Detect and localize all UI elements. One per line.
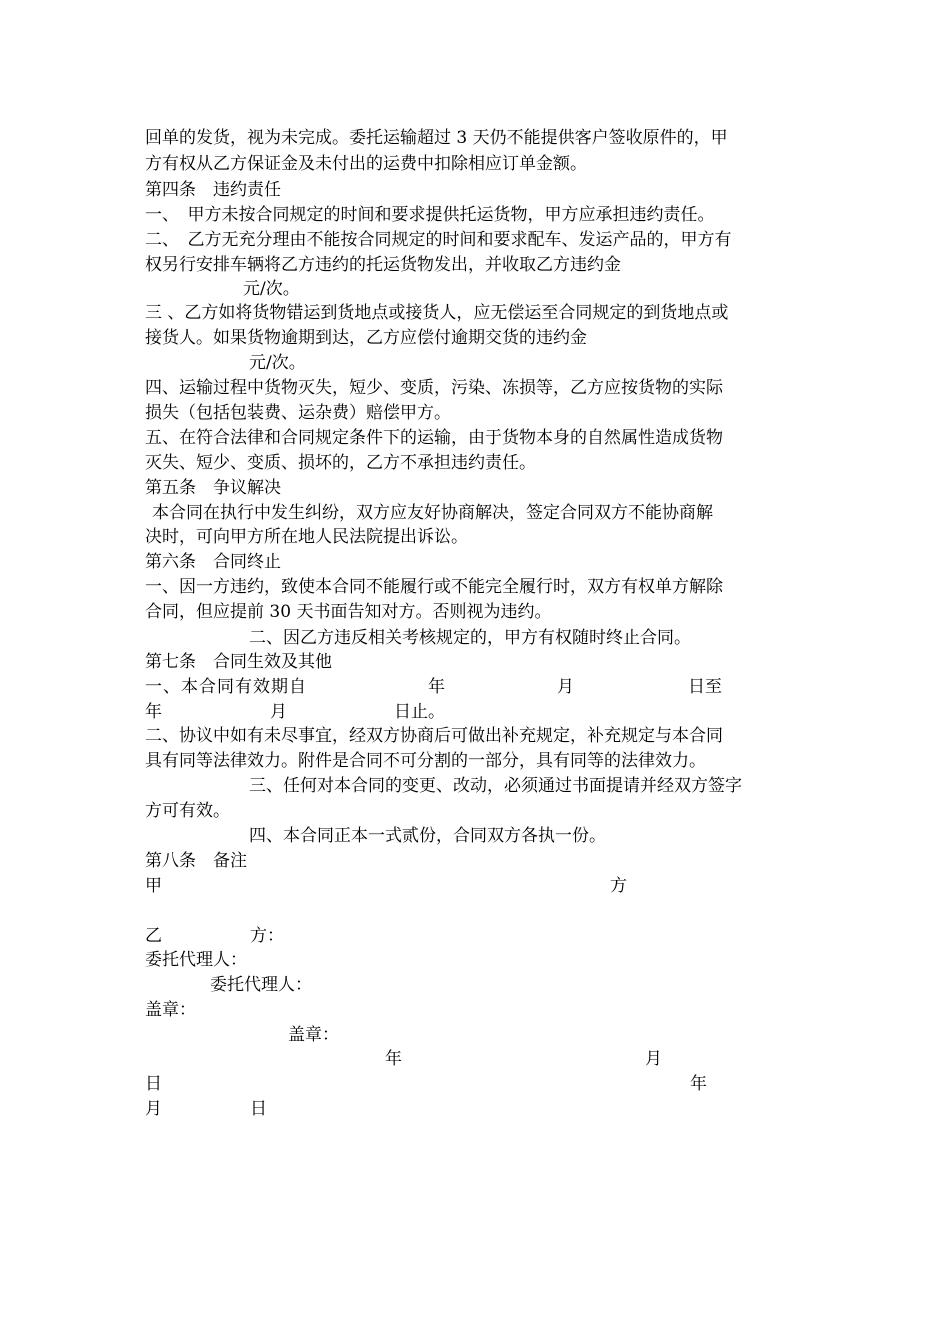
clause-line: 二、 乙方无充分理由不能按合同规定的时间和要求配车、发运产品的，甲方有 [145,230,732,250]
section-heading-6: 第六条 合同终止 [145,552,281,572]
date-month: 月 [270,702,287,722]
sign-date-month: 月 [645,1049,662,1069]
section-heading-4: 第四条 违约责任 [145,180,281,200]
date-year: 年 [145,702,162,722]
sign-date-year: 年 [385,1049,402,1069]
clause-line: 损失（包括包装费、运杂费）赔偿甲方。 [145,403,451,423]
clause-line: 一、因一方违约，致使本合同不能履行或不能完全履行时，双方有权单方解除 [145,577,723,597]
section-heading-5: 第五条 争议解决 [145,478,281,498]
party-a-label: 甲 [145,876,162,896]
sign-date-day: 日 [145,1074,162,1094]
sign-date-month: 月 [145,1099,162,1119]
date-month: 月 [557,677,574,697]
penalty-unit: 元/次。 [243,279,300,299]
clause-line: 决时，可向甲方所在地人民法院提出诉讼。 [145,527,468,547]
seal-label: 盖章： [145,1000,196,1020]
seal-label: 盖章： [288,1025,339,1045]
clause-line: 本合同在执行中发生纠纷，双方应友好协商解决，签定合同双方不能协商解 [152,503,713,523]
agent-label: 委托代理人： [210,975,312,995]
clause-line: 四、运输过程中货物灭失，短少、变质，污染、冻损等，乙方应按货物的实际 [145,378,723,398]
party-a-label-suffix: 方 [610,876,627,896]
clause-line: 回单的发货，视为未完成。委托运输超过 3 天仍不能提供客户签收原件的，甲 [145,128,728,148]
sign-date-year: 年 [690,1074,707,1094]
clause-line: 一、 甲方未按合同规定的时间和要求提供托运货物，甲方应承担违约责任。 [145,205,715,225]
penalty-unit: 元/次。 [249,353,306,373]
agent-label: 委托代理人： [145,950,247,970]
sign-date-day: 日 [250,1099,267,1119]
clause-line: 三 、乙方如将货物错运到货地点或接货人，应无偿运至合同规定的到货地点或 [145,303,729,323]
clause-line: 灭失、短少、变质、损坏的，乙方不承担违约责任。 [145,453,536,473]
clause-line: 方可有效。 [145,801,230,821]
date-year: 年 [428,677,445,697]
section-heading-8: 第八条 备注 [145,851,247,871]
validity-start: 一、本合同有效期自 [145,677,307,697]
section-heading-7: 第七条 合同生效及其他 [145,652,332,672]
clause-line: 三、任何对本合同的变更、改动，必须通过书面提请并经双方签字 [249,776,742,796]
clause-line: 方有权从乙方保证金及未付出的运费中扣除相应订单金额。 [145,154,587,174]
party-b-label-suffix: 方： [250,926,284,946]
clause-line: 四、本合同正本一式贰份，合同双方各执一份。 [249,826,606,846]
clause-line: 具有同等法律效力。附件是合同不可分割的一部分，具有同等的法律效力。 [145,751,706,771]
clause-line: 二、因乙方违反相关考核规定的，甲方有权随时终止合同。 [249,628,691,648]
date-day-to: 日至 [688,677,722,697]
clause-line: 合同，但应提前 30 天书面告知对方。否则视为违约。 [145,602,552,622]
clause-line: 五、在符合法律和合同规定条件下的运输，由于货物本身的自然属性造成货物 [145,428,723,448]
clause-line: 二、协议中如有未尽事宜，经双方协商后可做出补充规定，补充规定与本合同 [145,726,723,746]
party-b-label: 乙 [145,926,162,946]
date-day-end: 日止。 [394,702,445,722]
clause-line: 权另行安排车辆将乙方违约的托运货物发出，并收取乙方违约金 [145,255,621,275]
clause-line: 接货人。如果货物逾期到达，乙方应偿付逾期交货的违约金 [145,328,587,348]
